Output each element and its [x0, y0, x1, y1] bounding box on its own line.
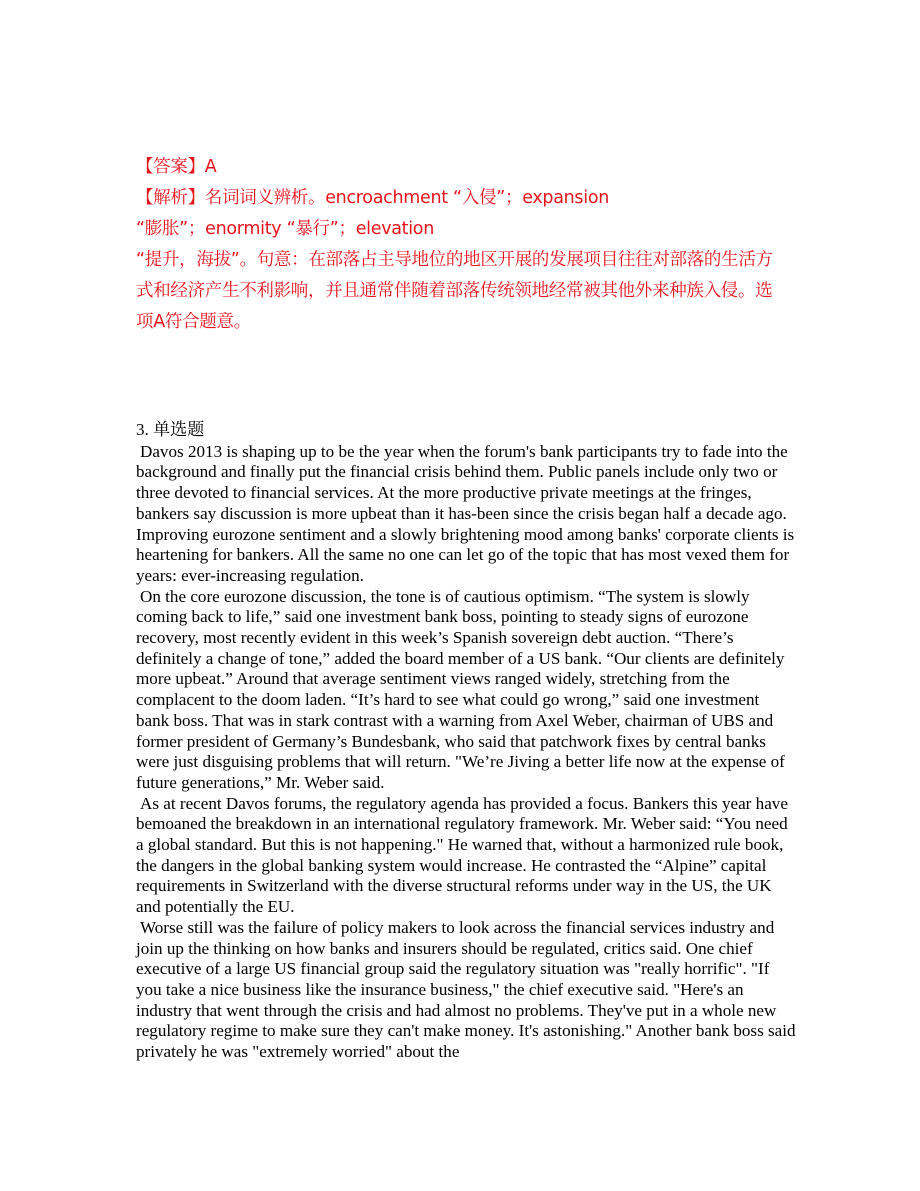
passage-paragraph-4: Worse still was the failure of policy makers to look across the financial services industry and join up the thinking on how banks and insurers should be regulated, critics said. One chief executive of a large US financial group said the regulatory situation was "really horrific". "If you take a nice business like the insurance business," the chief executive said. "Here's an industry that went through the crisis and had almost no problems. They've put in a whole new regulatory regime to make sure they can't make money. It's astonishing." Another bank boss said privately he was "extremely worried" about the — [136, 917, 796, 1062]
analysis-line-2: “膨胀”；enormity “暴行”；elevation — [136, 219, 435, 239]
analysis-explanation: “提升，海拔”。句意：在部落占主导地位的地区开展的发展项目往往对部落的生活方式和经济产生不利影响，并且通常伴随着部落传统领地经常被其他外来种族入侵。选项A符合题意。 — [136, 250, 773, 332]
passage-paragraph-1: Davos 2013 is shaping up to be the year when the forum's bank participants try to fade into the background and finally put the financial crisis behind them. Public panels include only two or three devoted to financial services. At the more productive private meetings at the fringes, bankers say discussion is more upbeat than it has-been since the crisis began half a decade ago. Improving eurozone sentiment and a slowly brightening mood among banks' corporate clients is heartening for bankers. All the same no one can let go of the topic that has most vexed them for years: ever-increasing regulation. — [136, 441, 795, 585]
analysis-line-1: 【解析】名词词义辨析。encroachment “入侵”；expansion — [136, 188, 610, 208]
passage-paragraph-3: As at recent Davos forums, the regulatory agenda has provided a focus. Bankers this year have bemoaned the breakdown in an international regulatory framework. Mr. Weber said: “You need a global standard. But this is not happening." He warned that, without a harmonized rule book, the dangers in the global banking system would increase. He contrasted the “Alpine” capital requirements in Switzerland with the diverse structural reforms under way in the US, the UK and potentially the EU. — [136, 793, 788, 917]
question-header: 3. 单选题 — [136, 420, 205, 439]
answer-analysis-section — [136, 152, 788, 338]
passage-paragraph-2: On the core eurozone discussion, the tone is of cautious optimism. “The system is slowly coming back to life,” said one investment bank boss, pointing to steady signs of eurozone recovery, most recently evident in this week’s Spanish sovereign debt auction. “There’s definitely a change of tone,” added the board member of a US bank. “Our clients are definitely more upbeat.” Around that average sentiment views ranged widely, stretching from the complacent to the doom laden. “It’s hard to see what could go wrong,” said one investment bank boss. That was in stark contrast with a warning from Axel Weber, chairman of UBS and former president of Germany’s Bundesbank, who said that patchwork fixes by central banks were just disguising problems that will return. "We’re Jiving a better life now at the expense of future generations,” Mr. Weber said. — [136, 586, 785, 792]
question-section — [136, 420, 796, 1063]
answer-line: 【答案】A — [136, 157, 217, 177]
